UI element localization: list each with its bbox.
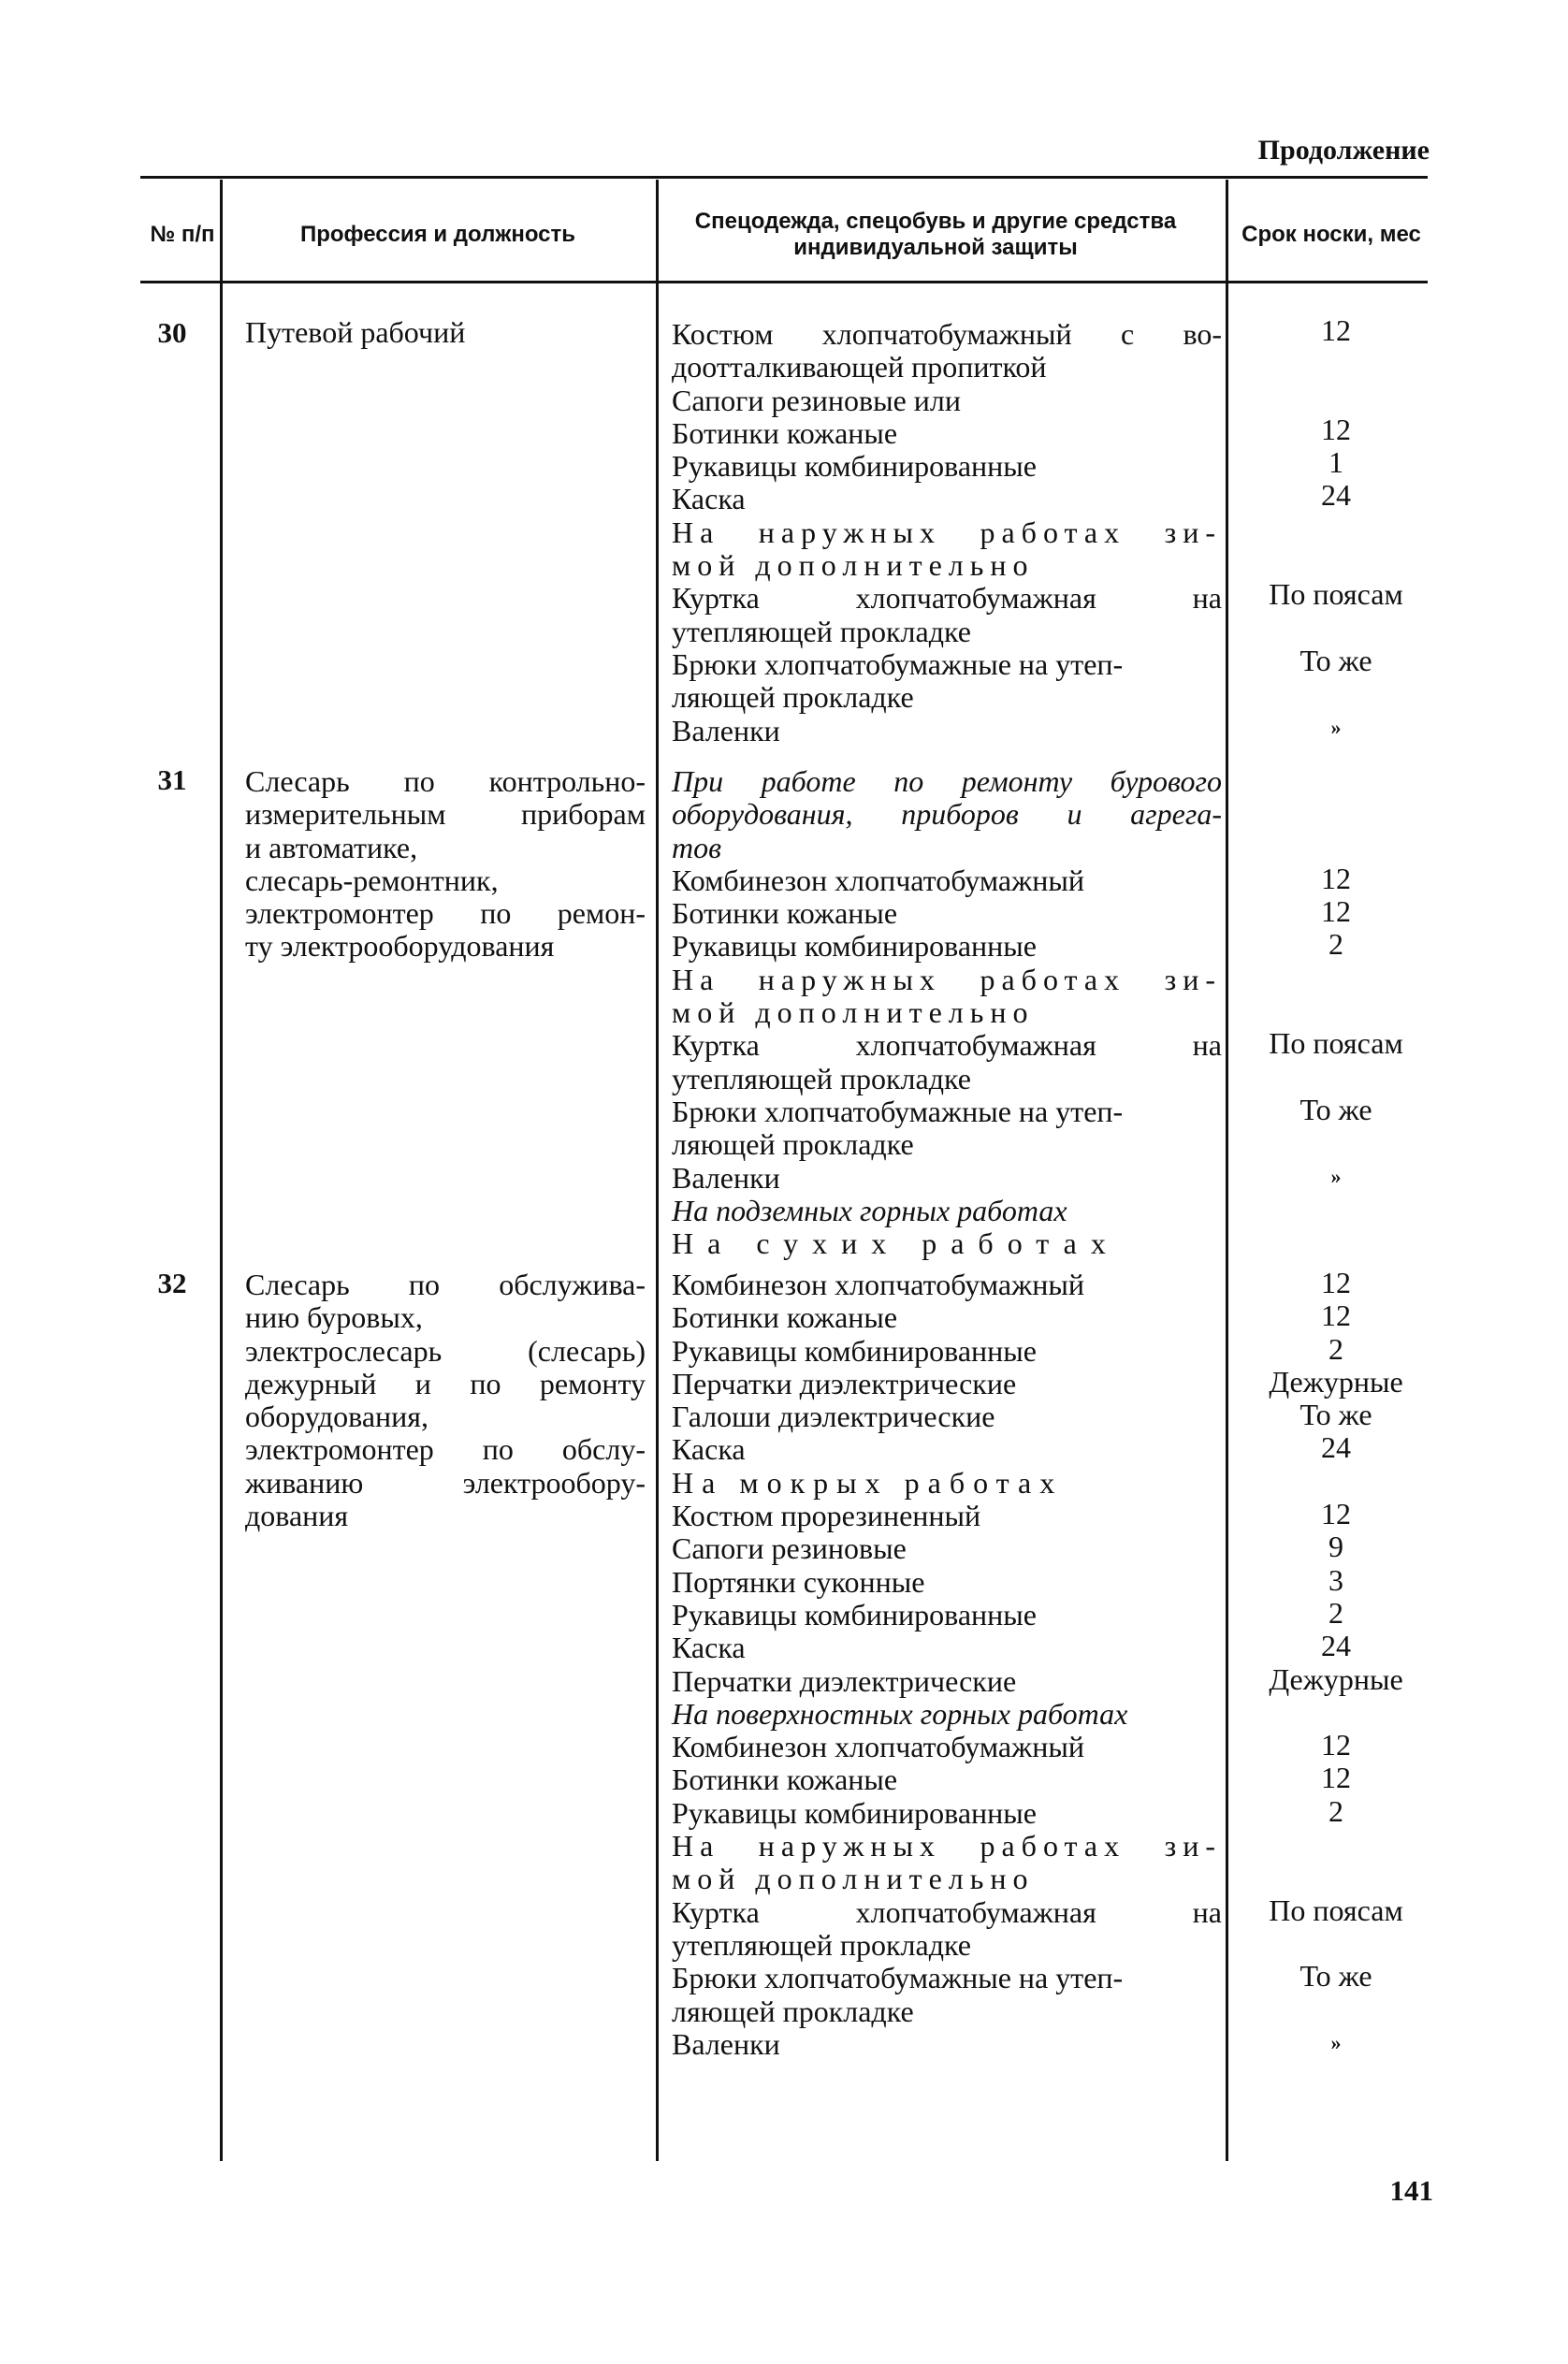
equipment-line: Рукавицы комбинированные bbox=[672, 449, 1037, 484]
profession-line: оборудования, bbox=[245, 1400, 428, 1434]
equipment-line: Рукавицы комбинированные bbox=[672, 1597, 1037, 1632]
term-value bbox=[1233, 513, 1439, 545]
term-value: То же bbox=[1299, 643, 1372, 677]
term-value: 9 bbox=[1328, 1530, 1343, 1564]
ditto-mark: » bbox=[1330, 1164, 1342, 1188]
section-heading: мой дополнительно bbox=[672, 548, 1035, 583]
equipment-line: Каска bbox=[672, 1432, 746, 1467]
profession-line: слесарь-ремонтник, bbox=[245, 863, 499, 897]
term-value bbox=[1233, 1861, 1439, 1893]
section-heading: На мокрых работах bbox=[672, 1465, 1064, 1500]
equipment-line: Ботинки кожаные bbox=[672, 896, 898, 931]
profession-line: Путевой рабочий bbox=[245, 315, 466, 349]
term-value bbox=[1233, 796, 1439, 829]
equipment-cell bbox=[672, 765, 1222, 1260]
profession-line: электромонтер по ремон- bbox=[245, 896, 646, 931]
section-heading: мой дополнительно bbox=[672, 995, 1035, 1030]
continuation-label: Продолжение bbox=[1257, 135, 1430, 166]
ditto-mark: » bbox=[1330, 2030, 1342, 2054]
equipment-line: Комбинезон хлопчатобумажный bbox=[672, 863, 1084, 897]
term-value: 12 bbox=[1321, 894, 1351, 929]
equipment-line: Каска bbox=[672, 482, 746, 516]
term-value: 12 bbox=[1321, 1497, 1351, 1531]
equipment-line: Портянки суконные bbox=[672, 1564, 925, 1599]
equipment-line: Брюки хлопчатобумажные на утеп- bbox=[672, 1094, 1124, 1128]
profession-line: ту электрооборудования bbox=[245, 929, 555, 964]
equipment-line: Ботинки кожаные bbox=[672, 1762, 898, 1797]
profession-line: дования bbox=[245, 1499, 349, 1533]
profession-cell bbox=[245, 765, 646, 964]
equipment-line: Куртка хлопчатобумажная на bbox=[672, 581, 1222, 616]
equipment-line: утепляющей прокладке bbox=[672, 1927, 971, 1962]
term-value: 2 bbox=[1328, 927, 1343, 962]
header-term: Срок носки, мес bbox=[1241, 222, 1421, 247]
term-value: По поясам bbox=[1269, 1893, 1403, 1927]
section-heading: мой дополнительно bbox=[672, 1862, 1035, 1896]
equipment-line: Комбинезон хлопчатобумажный bbox=[672, 1268, 1084, 1301]
term-value bbox=[1233, 1696, 1439, 1729]
term-value: 24 bbox=[1321, 1629, 1351, 1663]
ditto-mark: » bbox=[1330, 715, 1342, 739]
equipment-line: Куртка хлопчатобумажная на bbox=[672, 1028, 1222, 1063]
equipment-line: Каска bbox=[672, 1631, 746, 1665]
term-value: 12 bbox=[1321, 1761, 1351, 1795]
term-value: 12 bbox=[1321, 1728, 1351, 1762]
term-value bbox=[1233, 381, 1439, 413]
term-value: По поясам bbox=[1269, 577, 1403, 612]
term-value bbox=[1233, 830, 1439, 863]
section-heading: При работе по ремонту бурового bbox=[672, 764, 1222, 798]
equipment-line: утепляющей прокладке bbox=[672, 1061, 971, 1095]
term-value: Дежурные bbox=[1269, 1364, 1403, 1399]
header-equipment: Спецодежда, спецобувь и другие средства индивидуальной защиты bbox=[694, 209, 1177, 260]
term-value bbox=[1233, 612, 1439, 645]
section-heading: На сухих работах bbox=[672, 1226, 1120, 1261]
section-heading: На наружных работах зи- bbox=[672, 515, 1222, 549]
term-value: 12 bbox=[1321, 1298, 1351, 1333]
term-value: 1 bbox=[1328, 445, 1343, 480]
term-value: 12 bbox=[1321, 412, 1351, 446]
section-heading: На наружных работах зи- bbox=[672, 962, 1222, 996]
row-number: 30 bbox=[157, 316, 187, 349]
term-cell bbox=[1233, 314, 1439, 744]
term-cell bbox=[1233, 763, 1439, 1258]
row-number: 32 bbox=[157, 1267, 187, 1299]
term-value bbox=[1233, 1226, 1439, 1258]
equipment-line: Галоши диэлектрические bbox=[672, 1400, 995, 1434]
term-value bbox=[1233, 1465, 1439, 1498]
section-heading: тов bbox=[672, 830, 721, 864]
term-value bbox=[1233, 545, 1439, 578]
column-divider-3 bbox=[1226, 180, 1228, 2161]
column-divider-2 bbox=[656, 180, 659, 2161]
equipment-line: ляющей прокладке bbox=[672, 1127, 914, 1162]
term-value: Дежурные bbox=[1269, 1661, 1403, 1696]
profession-line: Слесарь по контрольно- bbox=[245, 764, 646, 798]
term-value: 2 bbox=[1328, 1793, 1343, 1828]
section-heading: оборудования, приборов и агрега- bbox=[672, 797, 1222, 832]
profession-line: электромонтер по обслу- bbox=[245, 1432, 646, 1467]
term-value: По поясам bbox=[1269, 1026, 1403, 1061]
term-value: 24 bbox=[1321, 478, 1351, 513]
equipment-line: Рукавицы комбинированные bbox=[672, 1795, 1037, 1830]
term-cell bbox=[1233, 1267, 1439, 2059]
term-value: 3 bbox=[1328, 1562, 1343, 1597]
equipment-line: Сапоги резиновые или bbox=[672, 383, 962, 417]
profession-line: Слесарь по обслужива- bbox=[245, 1268, 646, 1301]
term-value: 12 bbox=[1321, 861, 1351, 895]
equipment-line: Валенки bbox=[672, 1160, 780, 1195]
equipment-line: ляющей прокладке bbox=[672, 1994, 914, 2028]
term-value: То же bbox=[1299, 1959, 1372, 1994]
term-value: 12 bbox=[1321, 313, 1351, 347]
term-value bbox=[1233, 1126, 1439, 1159]
term-value: То же bbox=[1299, 1398, 1372, 1432]
equipment-line: доотталкивающей пропиткой bbox=[672, 350, 1047, 384]
profession-line: и автоматике, bbox=[245, 830, 418, 864]
header-top-rule bbox=[140, 176, 1428, 179]
profession-line: электрослесарь (слесарь) bbox=[245, 1333, 646, 1368]
term-value bbox=[1233, 1994, 1439, 2026]
term-value: 24 bbox=[1321, 1430, 1351, 1465]
equipment-line: Перчатки диэлектрические bbox=[672, 1366, 1017, 1400]
equipment-line: Ботинки кожаные bbox=[672, 415, 898, 450]
profession-line: измерительным приборам bbox=[245, 797, 646, 832]
section-heading: На поверхностных горных работах bbox=[672, 1696, 1128, 1731]
equipment-cell bbox=[672, 1269, 1222, 2061]
profession-line: живанию электрообору- bbox=[245, 1465, 646, 1500]
term-value: 2 bbox=[1328, 1595, 1343, 1630]
equipment-line: Валенки bbox=[672, 2026, 780, 2061]
equipment-line: утепляющей прокладке bbox=[672, 614, 971, 648]
equipment-line: Сапоги резиновые bbox=[672, 1531, 907, 1566]
equipment-line: Валенки bbox=[672, 713, 780, 747]
term-value bbox=[1233, 347, 1439, 380]
term-value bbox=[1233, 1828, 1439, 1861]
equipment-cell bbox=[672, 318, 1222, 747]
equipment-line: Брюки хлопчатобумажные на утеп- bbox=[672, 1961, 1124, 1995]
header-num: № п/п bbox=[150, 222, 215, 247]
term-value bbox=[1233, 1927, 1439, 1960]
term-value bbox=[1233, 677, 1439, 710]
profession-line: дежурный и по ремонту bbox=[245, 1366, 646, 1400]
profession-cell bbox=[245, 316, 646, 349]
equipment-line: Комбинезон хлопчатобумажный bbox=[672, 1730, 1084, 1764]
page-number: 141 bbox=[1389, 2174, 1433, 2207]
equipment-line: Костюм прорезиненный bbox=[672, 1499, 981, 1533]
profession-cell bbox=[245, 1269, 646, 1532]
term-value: То же bbox=[1299, 1092, 1372, 1126]
equipment-line: Брюки хлопчатобумажные на утеп- bbox=[672, 646, 1124, 681]
equipment-line: Рукавицы комбинированные bbox=[672, 929, 1037, 964]
equipment-line: Куртка хлопчатобумажная на bbox=[672, 1894, 1222, 1929]
term-value: 2 bbox=[1328, 1331, 1343, 1366]
term-value: 12 bbox=[1321, 1266, 1351, 1299]
equipment-line: Рукавицы комбинированные bbox=[672, 1333, 1037, 1368]
column-divider-1 bbox=[220, 180, 223, 2161]
equipment-line: ляющей прокладке bbox=[672, 680, 914, 715]
equipment-line: Костюм хлопчатобумажный с во- bbox=[672, 317, 1222, 351]
term-value bbox=[1233, 962, 1439, 994]
section-heading: На подземных горных работах bbox=[672, 1193, 1067, 1227]
header-bottom-rule bbox=[140, 281, 1428, 283]
row-number: 31 bbox=[157, 763, 187, 796]
term-value bbox=[1233, 1061, 1439, 1094]
profession-line: нию буровых, bbox=[245, 1300, 423, 1335]
term-value bbox=[1233, 994, 1439, 1027]
header-profession: Профессия и должность bbox=[299, 222, 576, 247]
equipment-line: Перчатки диэлектрические bbox=[672, 1663, 1017, 1698]
equipment-line: Ботинки кожаные bbox=[672, 1300, 898, 1335]
term-value bbox=[1233, 763, 1439, 796]
term-value bbox=[1233, 1193, 1439, 1226]
section-heading: На наружных работах зи- bbox=[672, 1829, 1222, 1864]
